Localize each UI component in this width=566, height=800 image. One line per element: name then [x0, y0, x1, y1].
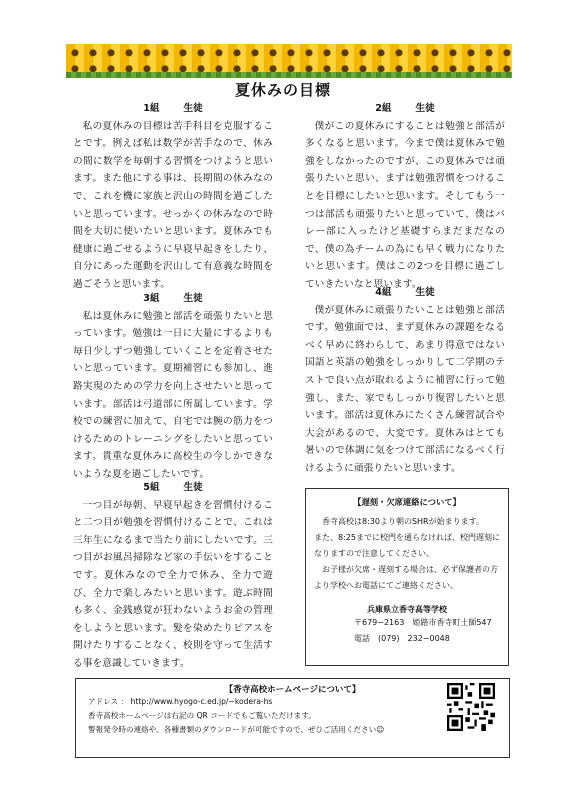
- section-heading: 3組 生徒: [143, 293, 203, 304]
- page-title: 夏休みの目標: [234, 81, 331, 99]
- section-heading: 1組 生徒: [143, 103, 203, 114]
- section-text: 私の夏休みの目標は苦手科目を克服することです。例えば私は数学が苦手なので、休みの間に数学を毎朝する習慣をつけようと思います。また他にする事は、長期間の休みなので、これを機に家族と沢山の時間を過ごしたいと思っています。せっかくの休みなので時間を大切に使いたいと思います。夏休みでも健康に過ごせるように早寝早起きをしたり、自分にあった運動を沢山して有意義な時間を過ごそうと思います。: [73, 120, 273, 290]
- section-class-5: [73, 479, 273, 673]
- section-text: 私は夏休みに勉強と部活を頑張りたいと思っています。勉強は一日に大量にするよりも毎日少しずつ勉強していくことを定着させたいと思っています。夏期補習にも参加し、進路実現のための学力を向上させたいと思っています。部活は弓道部に所属しています。学校での練習に加えて、自宅では腕の筋力をつけるためのトレーニングをしたいと思っています。貴重な夏休みに高校生の今しかできないような夏を過ごしたいです。: [73, 310, 273, 480]
- notice-title: 【遅刻・欠席連絡について】: [353, 497, 461, 507]
- section-class-1: [73, 100, 273, 294]
- attendance-notice-box: [305, 488, 509, 666]
- section-heading: 4組 生徒: [375, 287, 435, 298]
- section-text: 僕がこの夏休みにすることは勉強と部活が多くなると思います。今まで僕は夏休みで勉強をしなかったのですが、この夏休みでは頑張りたいと思い、まずは勉強習慣をつけることを目標にしたいと思います。そしてもう一つは部活も頑張りたいと思っていて、僕はバレー部に入ったけど基礎すらまだまだなので、僕の為チームの為にも早く戦力になりたいと思います。僕はこの2つを目標に過ごしていきたいなと思います。: [305, 120, 505, 290]
- footer-title: 【香寺高校ホームページについて】: [224, 685, 361, 695]
- school-phone: 電話 (079) 232−0048: [354, 634, 450, 643]
- usage-note: 警報発令時の連絡や、各種書類のダウンロードが可能ですので、ぜひご活用ください☺: [88, 725, 385, 734]
- section-class-2: [305, 100, 505, 294]
- qr-code-icon[interactable]: [447, 683, 495, 731]
- school-name: 兵庫県立香寺高等学校: [367, 605, 447, 614]
- sunflower-banner: [66, 44, 512, 75]
- school-address: 〒679−2163 姫路市香寺町土師547: [354, 618, 492, 627]
- section-text: 一つ目が毎朝、早寝早起きを習慣付けること二つ目が勉強を習慣付けることで、これは三年生になるまで当たり前にしたいです。三つ目がお風呂掃除など家の手伝いをすることです。夏休みなので全力で休み、全力で遊び、全力で楽しみたいと思います。遊ぶ時間も多く、金銭感覚が狂わないようお金の管理をしようと思います。髪を染めたりピアスを開けたりすることなく、校則を守って生活する事を意識していきます。: [73, 499, 273, 669]
- section-heading: 5組 生徒: [143, 482, 203, 493]
- qr-note: 香寺高校ホームページは右記の QR コードでもご覧いただけます。: [88, 711, 316, 720]
- notice-line: また、8:25までに校門を通らなければ、校門遅刻になりますので注意してください。: [314, 533, 500, 558]
- section-heading: 2組 生徒: [375, 103, 435, 114]
- notice-line: 香寺高校は8:30より朝のSHRが始まります。: [322, 517, 484, 526]
- section-text: 僕が夏休みに頑張りたいことは勉強と部活です。勉強面では、まず夏休みの課題をなるべく早めに終わらして、あまり得意ではない国語と英語の勉強をしっかりして二学期のテストで良い点が取れるように補習に行って勉強し、また、家でもしっかり復習したいと思います。部活は夏休みにたくさん練習試合や大会があるので、大変です。夏休みはとても暑いので体調に気をつけて部活になるべく行けるように頑張りたいと思います。: [305, 304, 505, 474]
- section-class-4: [305, 284, 505, 478]
- homepage-footer-box: [75, 678, 510, 758]
- section-class-3: [73, 290, 273, 484]
- notice-line: お子様が欠席・遅刻する場合は、必ず保護者の方より学校へお電話にてご連絡ください。: [314, 565, 498, 590]
- homepage-url[interactable]: アドレス ： http://www.hyogo-c.ed.jp/~kodera-hs: [88, 697, 273, 706]
